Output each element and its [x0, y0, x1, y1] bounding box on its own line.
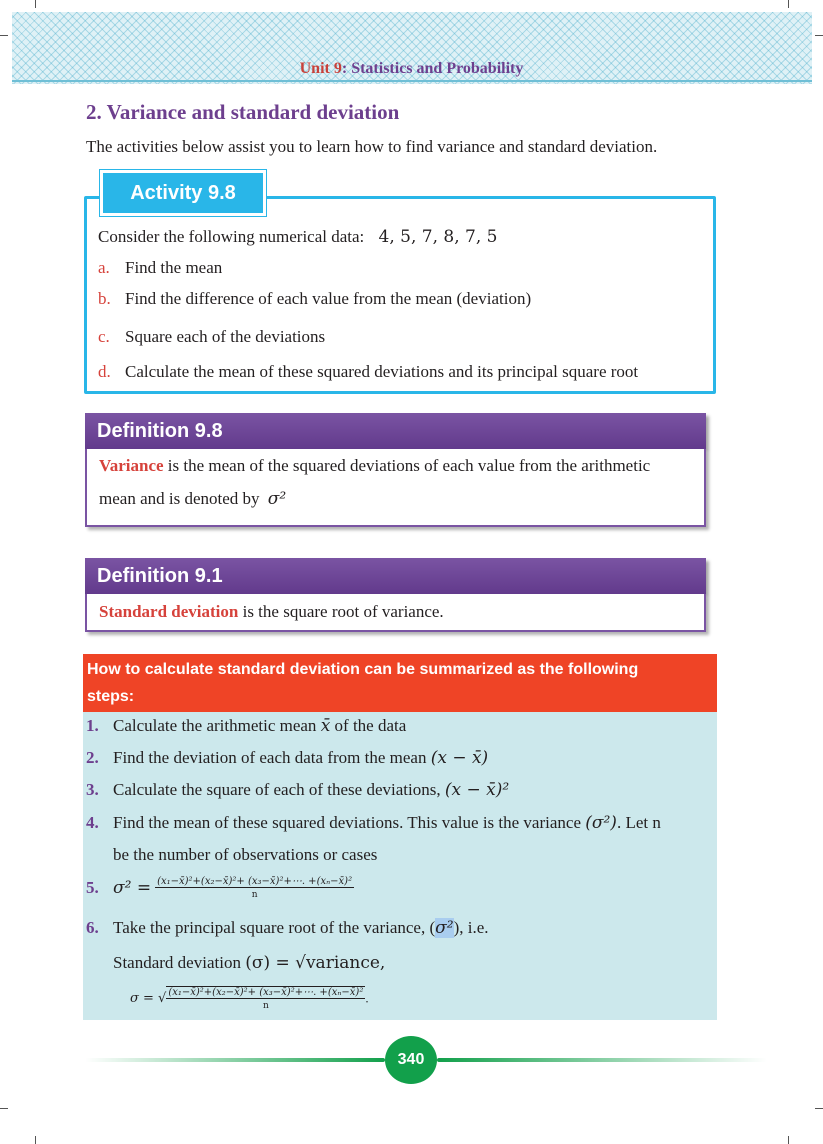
item-text: Find the mean	[125, 258, 223, 277]
step-text: Find the deviation of each data from the mean	[113, 748, 431, 767]
definition-header: Definition 9.8	[85, 413, 706, 449]
step-number: 6.	[86, 918, 99, 937]
sd-text: Standard deviation	[113, 953, 246, 972]
definition-body	[85, 449, 706, 527]
step-text-tail: of the data	[330, 716, 407, 735]
section-title: 2. Variance and standard deviation	[86, 100, 400, 124]
step-text: Take the principal square root of the variance, (	[113, 918, 436, 937]
step-1	[86, 716, 406, 736]
activity-tab: Activity 9.8	[100, 170, 266, 216]
definition-header: Definition 9.1	[85, 558, 706, 594]
sd-symbol: (σ) = √variance,	[245, 953, 386, 973]
item-letter: b.	[98, 289, 111, 308]
variance-formula-fraction	[155, 876, 354, 900]
activity-item	[98, 289, 531, 309]
definition-body	[85, 594, 706, 632]
step-number: 4.	[86, 813, 99, 832]
item-text: Calculate the mean of these squared deviations and its principal square root	[125, 362, 639, 381]
steps-header-line: How to calculate standard deviation can be summarized as the following	[87, 661, 639, 678]
sigma-squared: σ²	[267, 489, 287, 509]
item-letter: d.	[98, 362, 111, 381]
step-number: 3.	[86, 780, 99, 799]
variance-formula-lhs: σ² =	[113, 878, 152, 898]
item-text: Find the difference of each value from the mean (deviation)	[125, 289, 532, 308]
step-number: 2.	[86, 748, 99, 767]
activity-prompt-text: Consider the following numerical data:	[98, 227, 365, 246]
variance-numerator: (x₁−x̄)²+(x₂−x̄)²+ (x₃−x̄)²+⋯. +(xₙ−x̄)²	[157, 876, 353, 887]
step-number: 1.	[86, 716, 99, 735]
x-bar-symbol: x̄	[320, 716, 331, 736]
crop-mark	[35, 1136, 36, 1144]
step-4-continued: be the number of observations or cases	[113, 845, 378, 864]
footer-rule-right	[437, 1058, 767, 1062]
sd-formula-fraction	[166, 986, 365, 1011]
section-intro: The activities below assist you to learn how to find variance and standard deviation.	[86, 137, 658, 156]
activity-prompt	[98, 227, 497, 247]
highlighted-sigma-squared: σ²	[435, 918, 454, 938]
step-5	[86, 876, 354, 900]
step-text-tail: ), i.e.	[453, 918, 489, 937]
crop-mark	[788, 0, 789, 8]
step-text: Find the mean of these squared deviations. This value is the variance	[113, 813, 586, 832]
step-4	[86, 813, 661, 833]
crop-mark	[815, 1108, 823, 1109]
variance-symbol: (σ²)	[585, 813, 617, 833]
sd-formula-tail: .	[365, 990, 369, 1006]
step-text-tail: . Let n	[616, 813, 661, 832]
step-3	[86, 780, 509, 800]
item-letter: c.	[98, 327, 110, 346]
item-text: Square each of the deviations	[125, 327, 326, 346]
running-header	[0, 60, 823, 78]
step-text: Calculate the arithmetic mean	[113, 716, 321, 735]
definition-text: mean and is denoted by	[99, 489, 264, 508]
step-text: Calculate the square of each of these deviations,	[113, 780, 445, 799]
steps-header-line: steps:	[87, 688, 135, 705]
steps-header	[83, 654, 717, 712]
definition-line	[99, 456, 650, 476]
crop-mark	[0, 1108, 8, 1109]
sd-numerator: (x₁−x̄)²+(x₂−x̄)²+ (x₃−x̄)²+⋯. +(xₙ−x̄)²	[168, 987, 364, 998]
definition-line	[99, 489, 286, 509]
definition-term: Standard deviation	[99, 602, 239, 621]
step-2	[86, 748, 488, 768]
sd-definition-line	[113, 953, 385, 973]
definition-text: is the square root of variance.	[238, 602, 444, 621]
header-subject: : Statistics and Probability	[341, 60, 524, 77]
activity-item	[98, 327, 325, 347]
definition-text: is the mean of the squared deviations of each value from the arithmetic	[163, 456, 651, 475]
crop-mark	[788, 1136, 789, 1144]
sd-denominator: n	[262, 1001, 269, 1011]
crop-mark	[815, 35, 823, 36]
crop-mark	[35, 0, 36, 8]
variance-denominator: n	[251, 890, 258, 900]
activity-data: 4, 5, 7, 8, 7, 5	[378, 227, 498, 247]
header-rule	[12, 80, 812, 82]
footer-rule-left	[85, 1058, 385, 1062]
deviation-symbol: (x − x̄)	[430, 748, 489, 768]
crop-mark	[0, 35, 8, 36]
unit-label: Unit 9	[299, 60, 342, 77]
activity-item	[98, 362, 638, 382]
sd-formula-lhs: σ = √	[130, 991, 167, 1006]
step-number: 5.	[86, 878, 99, 897]
step-6	[86, 918, 489, 938]
activity-item	[98, 258, 222, 278]
definition-term: Variance	[99, 456, 164, 475]
squared-deviation-symbol: (x − x̄)²	[444, 780, 510, 800]
page-number: 340	[385, 1036, 437, 1084]
definition-line	[99, 602, 444, 622]
sd-formula	[130, 986, 369, 1011]
item-letter: a.	[98, 258, 110, 277]
